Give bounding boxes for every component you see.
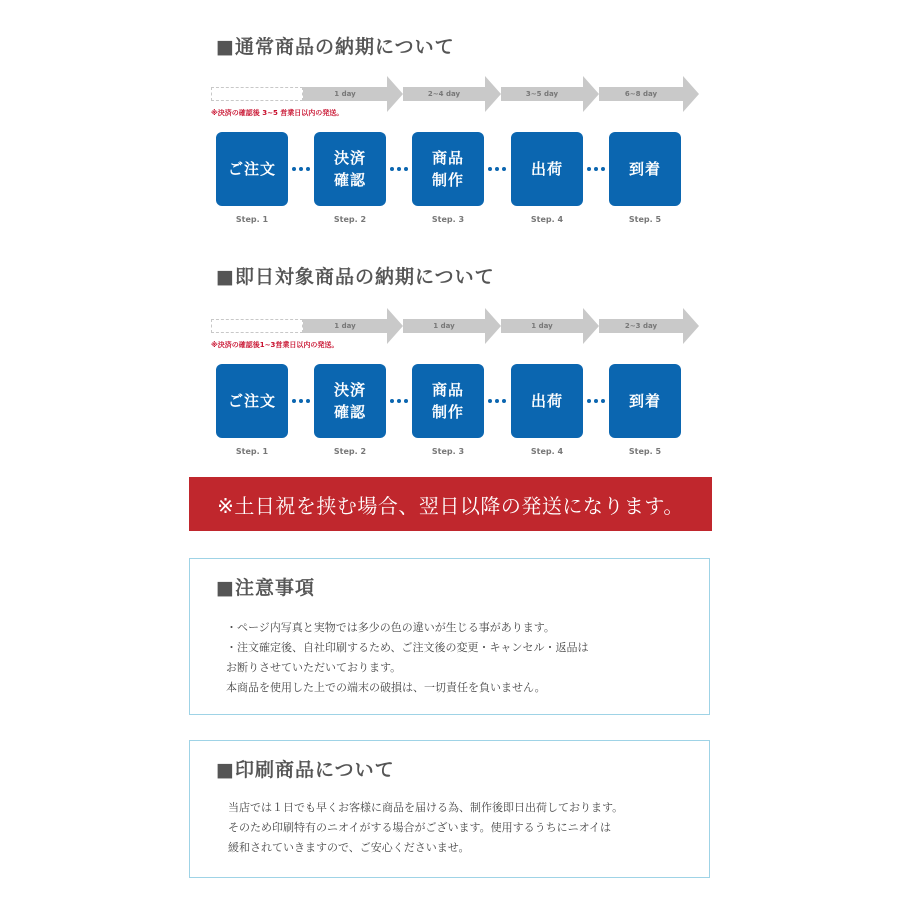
step-connector-dots xyxy=(390,167,408,171)
timeline-arrow xyxy=(403,308,501,344)
printing-title: ■印刷商品について xyxy=(216,759,395,781)
step-connector-dots xyxy=(292,399,310,403)
step-number: Step. 1 xyxy=(235,447,269,456)
step-box-shipping: 出荷 xyxy=(511,364,583,438)
shipping-note: ※決済の確認後1~3営業日以内の発送。 xyxy=(211,341,339,349)
timeline-arrow xyxy=(303,76,403,112)
timeline-arrow xyxy=(403,76,501,112)
notice-line: ・ページ内写真と実物では多少の色の違いが生じる事があります。 xyxy=(226,621,555,634)
step-box-payment: 決済 確認 xyxy=(314,132,386,206)
step-box-shipping: 出荷 xyxy=(511,132,583,206)
section-title: ■即日対象商品の納期について xyxy=(216,266,495,288)
timeline-arrow xyxy=(599,308,699,344)
step-connector-dots xyxy=(587,399,605,403)
timeline-empty-segment xyxy=(211,319,303,333)
holiday-notice-banner: ※土日祝を挟む場合、翌日以降の発送になります。 xyxy=(189,477,712,531)
step-box-arrival: 到着 xyxy=(609,364,681,438)
timeline-label: 2~3 day xyxy=(624,322,658,330)
timeline-arrow xyxy=(501,76,599,112)
step-number: Step. 4 xyxy=(530,215,564,224)
timeline-label: 3~5 day xyxy=(525,90,559,98)
timeline-empty-segment xyxy=(211,87,303,101)
step-number: Step. 2 xyxy=(333,215,367,224)
timeline-label: 6~8 day xyxy=(624,90,658,98)
notice-box xyxy=(189,558,710,715)
step-number: Step. 5 xyxy=(628,447,662,456)
printing-info-box xyxy=(189,740,710,878)
notice-line: 本商品を使用した上での端末の破損は、一切責任を負いません。 xyxy=(226,681,546,694)
step-box-production: 商品 制作 xyxy=(412,364,484,438)
timeline-label: 1 day xyxy=(334,90,356,98)
timeline-arrow xyxy=(599,76,699,112)
step-number: Step. 4 xyxy=(530,447,564,456)
timeline-arrow xyxy=(501,308,599,344)
step-box-order: ご注文 xyxy=(216,364,288,438)
step-box-order: ご注文 xyxy=(216,132,288,206)
step-number: Step. 2 xyxy=(333,447,367,456)
printing-line: 緩和されていきますので、ご安心くださいませ。 xyxy=(228,841,470,854)
timeline-label: 1 day xyxy=(433,322,455,330)
timeline xyxy=(211,76,701,112)
notice-line: お断りさせていただいております。 xyxy=(226,661,402,674)
step-connector-dots xyxy=(488,167,506,171)
step-box-production: 商品 制作 xyxy=(412,132,484,206)
timeline-label: 1 day xyxy=(334,322,356,330)
printing-line: そのため印刷特有のニオイがする場合がございます。使用するうちにニオイは xyxy=(228,821,612,834)
timeline-arrow xyxy=(303,308,403,344)
step-connector-dots xyxy=(587,167,605,171)
step-number: Step. 3 xyxy=(431,215,465,224)
timeline-label: 1 day xyxy=(531,322,553,330)
step-number: Step. 3 xyxy=(431,447,465,456)
step-number: Step. 5 xyxy=(628,215,662,224)
step-connector-dots xyxy=(488,399,506,403)
step-connector-dots xyxy=(390,399,408,403)
step-number: Step. 1 xyxy=(235,215,269,224)
section-title: ■通常商品の納期について xyxy=(216,36,455,58)
step-box-payment: 決済 確認 xyxy=(314,364,386,438)
timeline-label: 2~4 day xyxy=(427,90,461,98)
step-box-arrival: 到着 xyxy=(609,132,681,206)
timeline xyxy=(211,308,701,344)
shipping-note: ※決済の確認後 3~5 営業日以内の発送。 xyxy=(211,109,344,117)
printing-line: 当店では１日でも早くお客様に商品を届ける為、制作後即日出荷しております。 xyxy=(228,801,624,814)
notice-title: ■注意事項 xyxy=(216,577,315,599)
step-connector-dots xyxy=(292,167,310,171)
notice-line: ・注文確定後、自社印刷するため、ご注文後の変更・キャンセル・返品は xyxy=(226,641,589,654)
